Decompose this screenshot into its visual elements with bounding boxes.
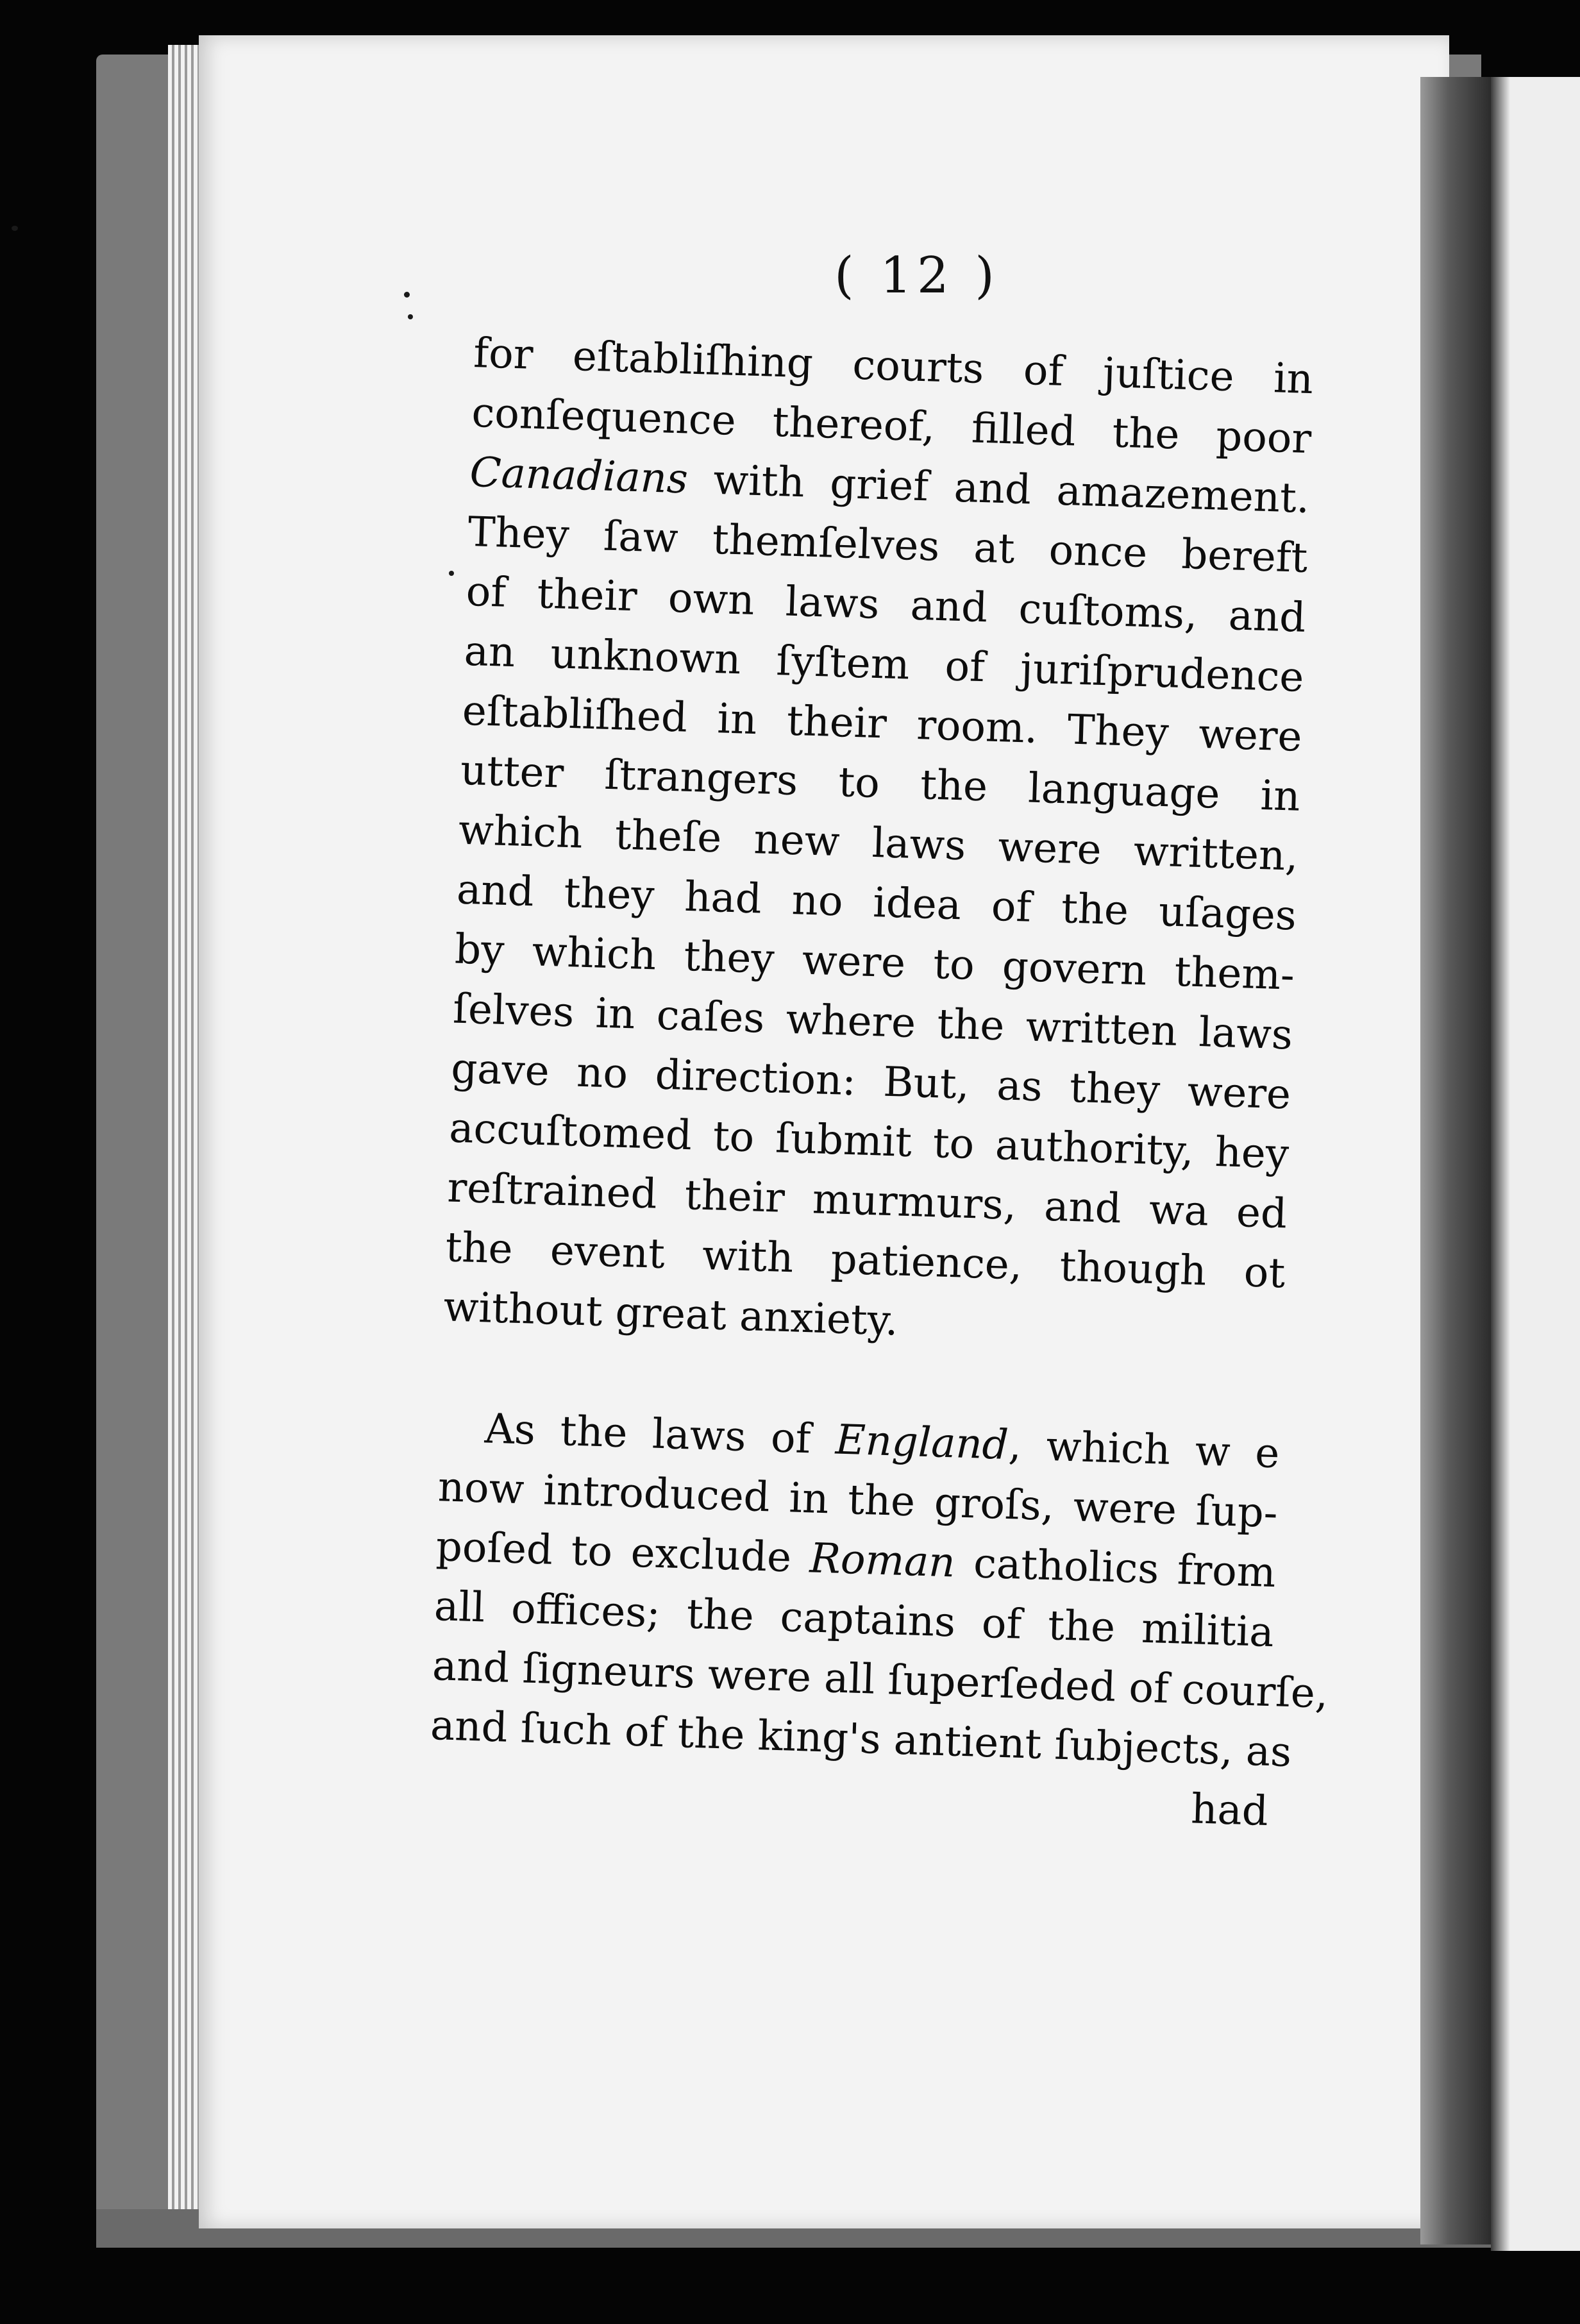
- text-line-start: As the laws of: [483, 1405, 837, 1464]
- ink-speck: [408, 314, 413, 319]
- text-line: the event with patience, though ot: [444, 1224, 1286, 1298]
- text-line: and ſuch of the king's antient ſubjects, as: [430, 1701, 1293, 1777]
- italic-word: Roman: [809, 1535, 956, 1587]
- text-line: now introduced in the groſs, were ſup-: [437, 1463, 1279, 1538]
- text-line: conſequence thereof, filled the poor: [471, 389, 1313, 464]
- text-line: They ſaw themſelves at once bereft: [467, 508, 1309, 582]
- text-line: ſelves in caſes where the written laws: [452, 985, 1293, 1059]
- body-text: [428, 324, 1329, 1842]
- text-line: all offices; the captains of the militia: [433, 1583, 1275, 1657]
- text-line: by which they were to govern them-: [454, 925, 1295, 1000]
- text-line-start: poſed to exclude: [435, 1523, 811, 1583]
- text-line: which theſe new laws were written,: [458, 806, 1299, 880]
- text-line: an unknown ſyſtem of juriſprudence: [463, 627, 1305, 702]
- text-line: and ſigneurs were all ſuperſeded of courſe,: [432, 1642, 1329, 1718]
- catchword: had: [1190, 1785, 1269, 1836]
- text-line-rest: , which w e: [1007, 1422, 1281, 1478]
- italic-word: Canadians: [469, 448, 689, 503]
- text-line: accuſtomed to ſubmit to authority, hey: [448, 1104, 1290, 1179]
- text-line: and they had no idea of the uſages: [456, 866, 1297, 940]
- paragraph: [442, 324, 1314, 1363]
- text-line-rest: with grief and amazement.: [687, 455, 1311, 523]
- text-line: eſtabliſhed in their room. They were: [461, 687, 1303, 761]
- ink-speck: [12, 226, 18, 231]
- page-number: ( 12 ): [834, 247, 1000, 305]
- text-line: gave no direction: But, as they were: [450, 1045, 1292, 1119]
- facing-page-shadow: [1491, 77, 1510, 2251]
- ink-speck: [449, 571, 454, 576]
- text-line: of their own laws and cuſtoms, and: [465, 568, 1307, 642]
- text-line-rest: catholics from: [954, 1539, 1277, 1597]
- paragraph: [428, 1398, 1329, 1842]
- italic-word: England: [834, 1416, 1009, 1469]
- ink-speck: [404, 292, 410, 298]
- text-line: reſtrained their murmurs, and wa ed: [446, 1164, 1288, 1238]
- text-line: utter ſtrangers to the language in: [459, 746, 1301, 821]
- gutter-shadow: [1420, 77, 1491, 2244]
- text-line: for eſtabliſhing courts of juſtice in: [473, 329, 1315, 404]
- text-line: without great anxiety.: [442, 1283, 899, 1345]
